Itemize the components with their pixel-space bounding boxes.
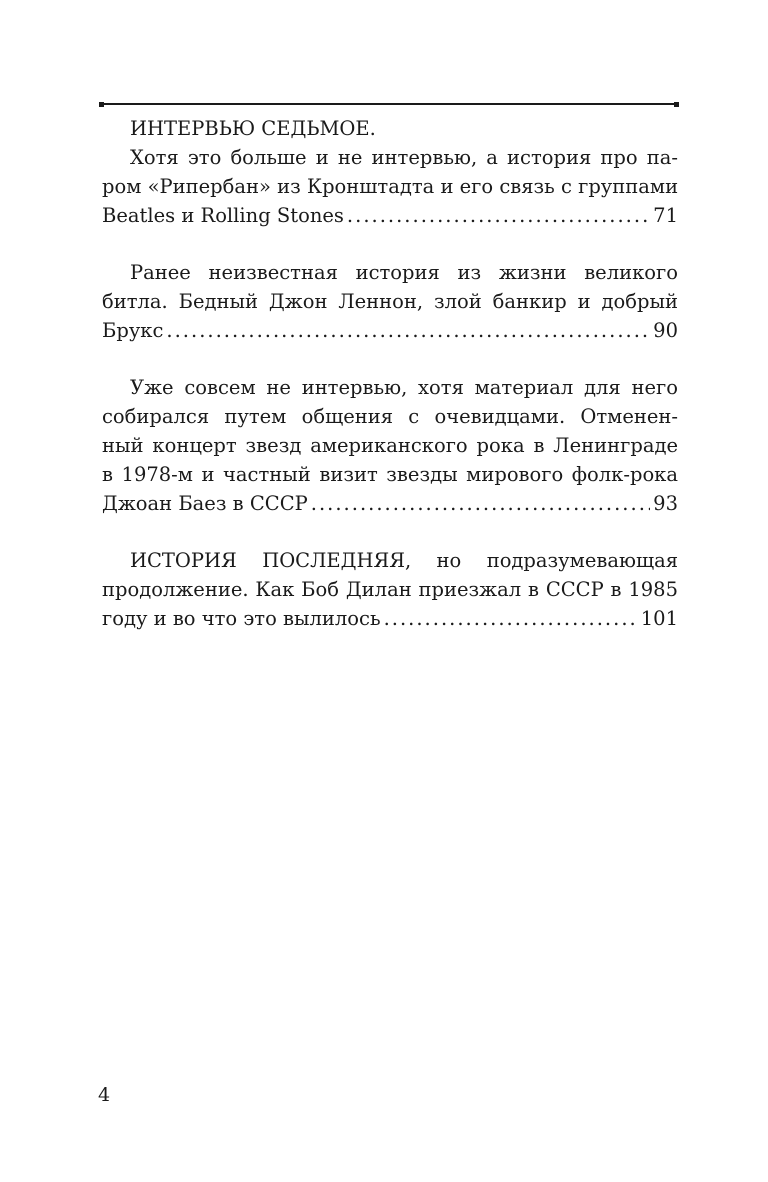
top-decorative-rule — [100, 102, 678, 107]
toc-entry-line: Уже совсем не интервью, хотя материал для него — [130, 376, 678, 399]
toc-entry-heading: ИНТЕРВЬЮ СЕДЬМОЕ. — [130, 117, 376, 140]
toc-entry-final-line — [102, 489, 678, 518]
page-number: 101 — [640, 607, 678, 630]
table-of-contents — [102, 114, 678, 661]
toc-entry-line: продолжение. Как Боб Дилан приезжал в СССР в 1985 — [102, 578, 678, 601]
toc-entry-line-text: Джоан Баез в СССР — [102, 492, 308, 515]
page-number: 90 — [653, 319, 678, 342]
toc-entry-line: собирался путем общения с очевидцами. Отменен- — [102, 405, 678, 428]
toc-entry-line-text: году и во что это вылилось — [102, 607, 381, 630]
toc-entry-final-line — [102, 201, 678, 230]
rule-end-dot-right — [674, 102, 679, 107]
toc-entry-lennon — [102, 258, 678, 345]
toc-entry-line: Хотя это больше и не интервью, а история про па- — [130, 146, 678, 169]
toc-entry-line: в 1978-м и частный визит звезды мирового фолк-рока — [102, 463, 678, 486]
dot-leader — [384, 604, 638, 633]
page-number: 93 — [653, 492, 678, 515]
toc-entry-line: ный концерт звезд американского рока в Ленинграде — [102, 434, 678, 457]
rule-line — [100, 103, 678, 105]
toc-entry-last-story — [102, 546, 678, 633]
toc-entry-line-text: Брукс — [102, 319, 164, 342]
toc-entry-final-line — [102, 604, 678, 633]
dot-leader — [166, 316, 650, 345]
toc-entry-final-line — [102, 316, 678, 345]
toc-entry-line: Ранее неизвестная история из жизни великого — [130, 261, 678, 284]
dot-leader — [311, 489, 650, 518]
toc-entry-interview-seven — [102, 114, 678, 230]
page-number: 71 — [653, 204, 678, 227]
toc-entry-line: ИСТОРИЯ ПОСЛЕДНЯЯ, но подразумевающая — [130, 549, 678, 572]
page-folio: 4 — [98, 1084, 111, 1106]
toc-entry-cancelled-concert — [102, 373, 678, 518]
toc-entry-line-text: Beatles и Rolling Stones — [102, 204, 344, 227]
dot-leader — [347, 201, 650, 230]
toc-entry-line: ром «Рипербан» из Кронштадта и его связь с группами — [102, 175, 679, 198]
toc-entry-line: битла. Бедный Джон Леннон, злой банкир и добрый — [102, 290, 678, 313]
